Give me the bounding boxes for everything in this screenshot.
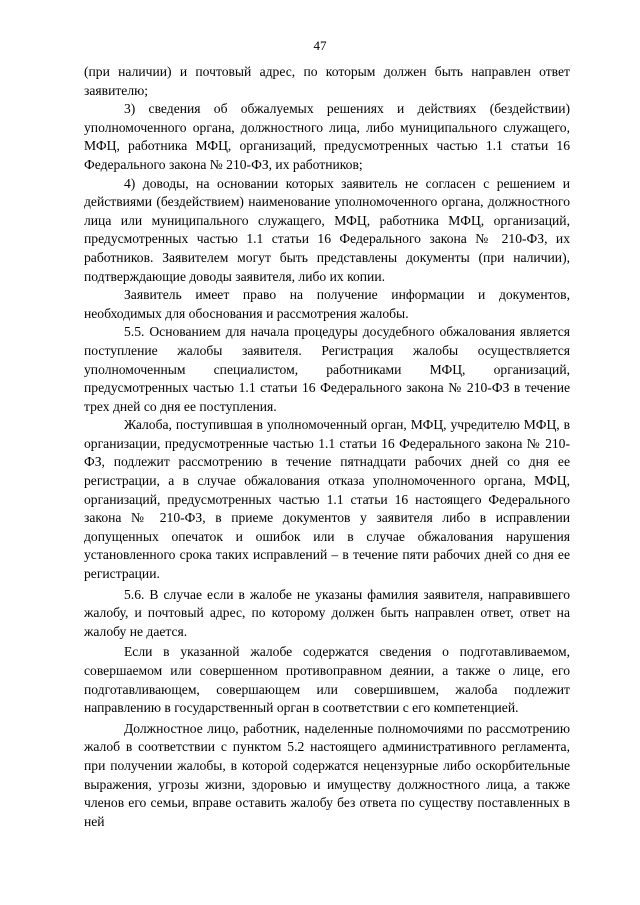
- page-number: 47: [313, 38, 327, 53]
- paragraph-8: Если в указанной жалобе содержатся сведения о подготавливаемом, совершаемом или совершенном противоправном деянии, а также о лице, его подготавливающем, совершающем или совершившем, жалоба подлежит направлению в государственный орган в соответствии с его компетенцией.: [84, 644, 570, 716]
- paragraph-9: Должностное лицо, работник, наделенные полномочиями по рассмотрению жалоб в соответствии с пунктом 5.2 настоящего административного регламента, при получении жалобы, в которой содержатся нецензурные либо оскорбительные выражения, угрозы жизни, здоровью и имуществу должностного лица, а также членов его семьи, вправе оставить жалобу без ответа по существу поставленных в ней: [84, 720, 570, 829]
- paragraph-1: (при наличии) и почтовый адрес, по которым должен быть направлен ответ заявителю;: [84, 64, 570, 98]
- document-body: [84, 63, 570, 831]
- paragraph-6: Жалоба, поступившая в уполномоченный орган, МФЦ, учредителю МФЦ, в организации, предусмотренные частью 1.1 статьи 16 Федерального закона № 210-ФЗ, подлежит рассмотрению в течение пятнадцати рабочих дней со дня ее регистрации, а в случае обжалования отказа уполномоченного органа, МФЦ, организаций, предусмотренных частью 1.1 статьи 16 настоящего Федерального закона № 210-ФЗ, в приеме документов у заявителя либо в исправлении допущенных опечаток и ошибок или в случае обжалования нарушения установленного срока таких исправлений – в течение пяти рабочих дней со дня ее регистрации.: [84, 417, 570, 582]
- paragraph-2: 3) сведения об обжалуемых решениях и действиях (бездействии) уполномоченного органа, должностного лица, либо муниципального служащего, МФЦ, работника МФЦ, организаций, предусмотренных частью 1.1 статьи 16 Федерального закона № 210-ФЗ, их работников;: [84, 101, 570, 172]
- paragraph-4: Заявитель имеет право на получение информации и документов, необходимых для обоснования и рассмотрения жалобы.: [84, 287, 570, 321]
- paragraph-5: 5.5. Основанием для начала процедуры досудебного обжалования является поступление жалобы заявителя. Регистрация жалобы осуществляется уполномоченным специалистом, работниками МФЦ, организаций, предусмотренных частью 1.1 статьи 16 Федерального закона № 210-ФЗ в течение трех дней со дня ее поступления.: [84, 324, 570, 414]
- paragraph-7: 5.6. В случае если в жалобе не указаны фамилия заявителя, направившего жалобу, и почтовый адрес, по которому должен быть направлен ответ, ответ на жалобу не дается.: [84, 586, 570, 639]
- paragraph-3: 4) доводы, на основании которых заявитель не согласен с решением и действиями (бездействием) наименование уполномоченного органа, должностного лица или муниципального служащего, МФЦ, работника МФЦ, организаций, предусмотренных частью 1.1 статьи 16 Федерального закона № 210-ФЗ, их работников. Заявителем могут быть представлены документы (при наличии), подтверждающие доводы заявителя, либо их копии.: [84, 175, 570, 284]
